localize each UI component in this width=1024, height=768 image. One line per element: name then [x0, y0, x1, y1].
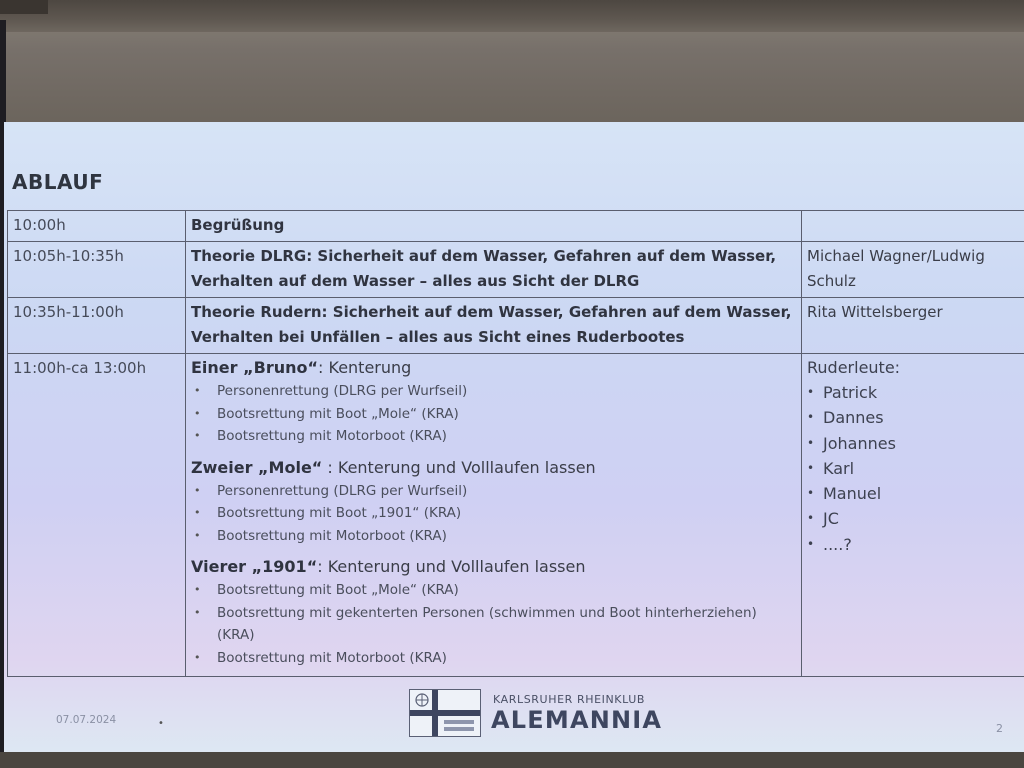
- topic-cell: Begrüßung: [186, 211, 802, 242]
- projector-rail: [0, 0, 1024, 32]
- list-item: • Bootsrettung mit Motorboot (KRA): [191, 425, 796, 448]
- table-row: [8, 242, 1024, 298]
- club-name: ALEMANNIA: [491, 706, 663, 734]
- boat-title: [191, 356, 796, 380]
- list-item: • JC: [807, 506, 1024, 531]
- topic-cell: Theorie DLRG: Sicherheit auf dem Wasser, Gefahren auf dem Wasser, Verhalten auf dem Wasser – alles aus Sicht der DLRG: [186, 242, 802, 298]
- person-cell: [802, 211, 1024, 242]
- wall-background: [0, 0, 1024, 125]
- page-number: 2: [996, 722, 1003, 735]
- boat-task: Kenterung: [328, 358, 412, 377]
- slide-heading: ABLAUF: [12, 170, 104, 194]
- rescue-list: [191, 380, 796, 448]
- wall-strip: [0, 0, 48, 14]
- projected-slide: [4, 122, 1024, 754]
- boat-sep: :: [317, 557, 328, 576]
- boat-sep: :: [322, 457, 338, 477]
- time-cell: 10:00h: [8, 211, 186, 242]
- footer-dot: •: [158, 718, 164, 729]
- time-cell: 10:05h-10:35h: [8, 242, 186, 298]
- rowers-list: [807, 380, 1024, 557]
- boat-block-zweier: [191, 456, 796, 548]
- footer-date: 07.07.2024: [56, 714, 117, 726]
- list-item: • ....?: [807, 532, 1024, 557]
- table-row: [8, 211, 1024, 242]
- list-item: • Bootsrettung mit Boot „Mole“ (KRA): [191, 579, 796, 602]
- club-line: KARLSRUHER RHEINKLUB: [493, 693, 646, 706]
- rescue-list: [191, 579, 796, 669]
- rescue-list: [191, 480, 796, 548]
- list-item: • Patrick: [807, 380, 1024, 405]
- list-item: • Johannes: [807, 431, 1024, 456]
- list-item: • Dannes: [807, 405, 1024, 430]
- club-logo: [409, 689, 709, 741]
- list-item: • Bootsrettung mit Motorboot (KRA): [191, 525, 796, 548]
- boat-title: [191, 555, 796, 579]
- list-item: • Personenrettung (DLRG per Wurfseil): [191, 480, 796, 503]
- person-cell: Rita Wittelsberger: [802, 298, 1024, 354]
- list-item: • Personenrettung (DLRG per Wurfseil): [191, 380, 796, 403]
- topic-cell: Theorie Rudern: Sicherheit auf dem Wasser, Gefahren auf dem Wasser, Verhalten bei Unfällen – alles aus Sicht eines Ruderbootes: [186, 298, 802, 354]
- list-item: • Bootsrettung mit Boot „1901“ (KRA): [191, 502, 796, 525]
- boat-task: Kenterung und Volllaufen lassen: [337, 457, 596, 477]
- list-item: • Bootsrettung mit gekenterten Personen (schwimmen und Boot hinterherziehen) (KRA): [191, 602, 796, 647]
- boat-name: Vierer „1901“: [191, 557, 318, 576]
- time-cell: 11:00h-ca 13:00h: [8, 354, 186, 677]
- table-row: [8, 298, 1024, 354]
- schedule-table: [7, 210, 1024, 677]
- boat-block-vierer: [191, 555, 796, 669]
- list-item: • Bootsrettung mit Motorboot (KRA): [191, 647, 796, 670]
- list-item: • Manuel: [807, 481, 1024, 506]
- list-item: • Karl: [807, 456, 1024, 481]
- boat-name: Einer „Bruno“: [191, 358, 319, 377]
- table-row: [8, 354, 1024, 677]
- boat-task: Kenterung und Volllaufen lassen: [327, 557, 586, 576]
- time-cell: 10:35h-11:00h: [8, 298, 186, 354]
- exercise-cell: [186, 354, 802, 677]
- boat-name: Zweier „Mole“: [191, 457, 323, 477]
- boat-title: [191, 456, 796, 480]
- bottom-frame: [0, 752, 1024, 768]
- rowers-label: Ruderleute:: [807, 358, 901, 377]
- person-cell: Michael Wagner/Ludwig Schulz: [802, 242, 1024, 298]
- flag-icon: [409, 689, 481, 737]
- boat-sep: :: [318, 358, 329, 377]
- rowers-cell: [802, 354, 1024, 677]
- list-item: • Bootsrettung mit Boot „Mole“ (KRA): [191, 403, 796, 426]
- boat-block-einer: [191, 356, 796, 448]
